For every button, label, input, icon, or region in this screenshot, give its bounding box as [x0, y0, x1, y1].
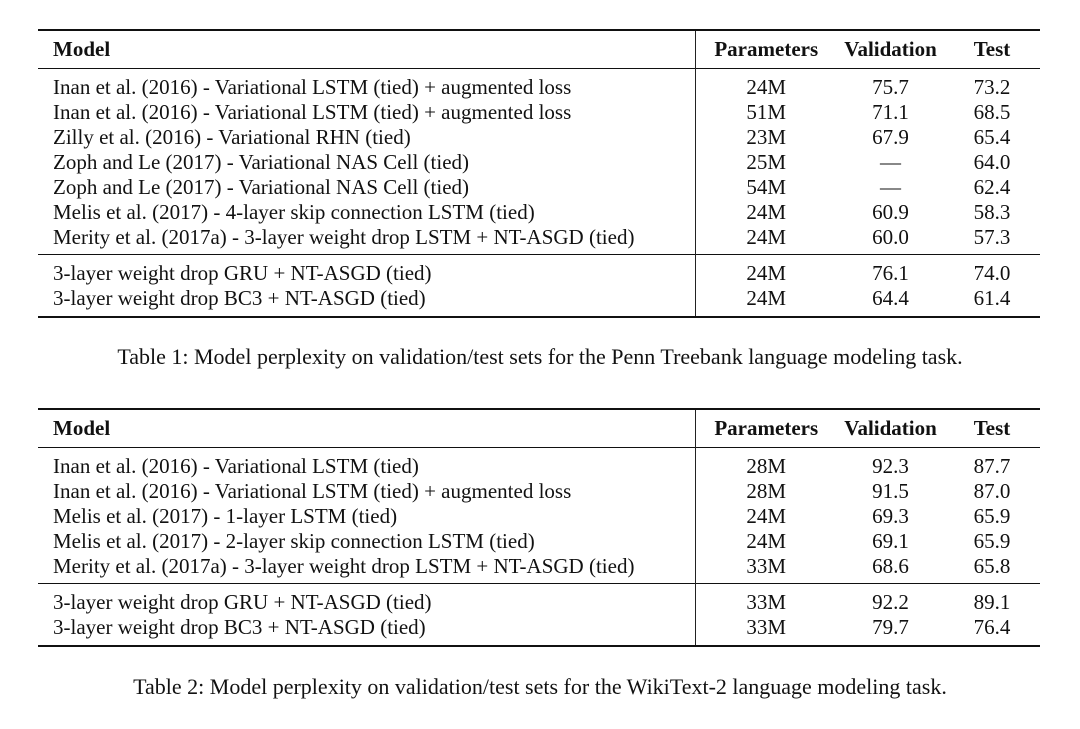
table-row: [38, 584, 1040, 616]
cell-test: 57.3: [973, 225, 1011, 249]
cell-parameters: 54M: [746, 175, 787, 199]
cell-validation: 68.6: [872, 554, 909, 578]
cell-test: 87.0: [973, 479, 1011, 503]
cell-model: 3-layer weight drop GRU + NT-ASGD (tied): [38, 584, 695, 616]
cell-test: 65.4: [973, 125, 1011, 149]
cell-model: Melis et al. (2017) - 4-layer skip connection LSTM (tied): [38, 200, 695, 225]
proposed-rows: [38, 584, 1040, 647]
cell-parameters: 23M: [746, 125, 787, 149]
cell-parameters: 24M: [746, 225, 787, 249]
cell-test: 62.4: [973, 175, 1011, 199]
cell-validation: 79.7: [872, 615, 909, 639]
cell-test: 58.3: [973, 200, 1011, 224]
header-validation: Validation: [844, 416, 937, 440]
cell-validation: 92.2: [872, 590, 909, 614]
cell-parameters: 33M: [746, 615, 787, 639]
cell-parameters: 28M: [746, 479, 787, 503]
cell-validation: 92.3: [872, 454, 909, 478]
table-row: [38, 504, 1040, 529]
cell-parameters: 24M: [746, 504, 787, 528]
cell-model: Merity et al. (2017a) - 3-layer weight drop LSTM + NT-ASGD (tied): [38, 554, 695, 584]
header-parameters: Parameters: [714, 37, 819, 61]
cell-test: 64.0: [973, 150, 1011, 174]
cell-validation: 60.9: [872, 200, 909, 224]
table-row: [38, 225, 1040, 255]
header-test: Test: [973, 37, 1011, 61]
table-row: [38, 175, 1040, 200]
cell-model: Inan et al. (2016) - Variational LSTM (tied) + augmented loss: [38, 479, 695, 504]
cell-validation: —: [880, 175, 901, 199]
cell-parameters: 24M: [746, 75, 787, 99]
cell-test: 89.1: [973, 590, 1011, 614]
header-test: Test: [973, 416, 1011, 440]
cell-test: 74.0: [973, 261, 1011, 285]
cell-test: 73.2: [973, 75, 1011, 99]
cell-validation: 91.5: [872, 479, 909, 503]
cell-validation: 75.7: [872, 75, 909, 99]
table-row: [38, 554, 1040, 584]
cell-validation: —: [880, 150, 901, 174]
cell-test: 65.9: [973, 529, 1011, 553]
cell-test: 65.9: [973, 504, 1011, 528]
cell-model: Inan et al. (2016) - Variational LSTM (tied) + augmented loss: [38, 69, 695, 101]
cell-validation: 69.1: [872, 529, 909, 553]
table-row: [38, 150, 1040, 175]
cell-model: 3-layer weight drop BC3 + NT-ASGD (tied): [38, 286, 695, 317]
cell-parameters: 51M: [746, 100, 787, 124]
cell-parameters: 28M: [746, 454, 787, 478]
table-row: [38, 200, 1040, 225]
proposed-rows: [38, 255, 1040, 318]
cell-parameters: 25M: [746, 150, 787, 174]
header-parameters: Parameters: [714, 416, 819, 440]
cell-parameters: 24M: [746, 529, 787, 553]
cell-test: 87.7: [973, 454, 1011, 478]
ptb-perplexity-table: [38, 29, 1040, 318]
cell-model: Melis et al. (2017) - 1-layer LSTM (tied): [38, 504, 695, 529]
table-2-caption: Table 2: Model perplexity on validation/test sets for the WikiText-2 language modeling task.: [133, 674, 947, 699]
cell-parameters: 24M: [746, 286, 787, 310]
cell-model: Zoph and Le (2017) - Variational NAS Cell (tied): [38, 175, 695, 200]
cell-parameters: 33M: [746, 554, 787, 578]
cell-test: 68.5: [973, 100, 1011, 124]
cell-model: Inan et al. (2016) - Variational LSTM (tied) + augmented loss: [38, 100, 695, 125]
baseline-rows: [38, 448, 1040, 584]
cell-test: 61.4: [973, 286, 1011, 310]
cell-model: Merity et al. (2017a) - 3-layer weight drop LSTM + NT-ASGD (tied): [38, 225, 695, 255]
header-model: Model: [38, 30, 695, 69]
table-row: [38, 615, 1040, 646]
table-row: [38, 479, 1040, 504]
cell-model: Melis et al. (2017) - 2-layer skip connection LSTM (tied): [38, 529, 695, 554]
table-1-caption: Table 1: Model perplexity on validation/test sets for the Penn Treebank language modeling task.: [117, 344, 963, 369]
cell-validation: 69.3: [872, 504, 909, 528]
cell-model: 3-layer weight drop BC3 + NT-ASGD (tied): [38, 615, 695, 646]
table-row: [38, 255, 1040, 287]
table-row: [38, 125, 1040, 150]
cell-model: 3-layer weight drop GRU + NT-ASGD (tied): [38, 255, 695, 287]
cell-validation: 60.0: [872, 225, 909, 249]
table-row: [38, 100, 1040, 125]
cell-parameters: 33M: [746, 590, 787, 614]
cell-parameters: 24M: [746, 261, 787, 285]
header-validation: Validation: [844, 37, 937, 61]
cell-model: Zilly et al. (2016) - Variational RHN (tied): [38, 125, 695, 150]
cell-model: Zoph and Le (2017) - Variational NAS Cell (tied): [38, 150, 695, 175]
cell-parameters: 24M: [746, 200, 787, 224]
table-header-row: [38, 409, 1040, 448]
table-row: [38, 448, 1040, 480]
table-row: [38, 286, 1040, 317]
wikitext2-perplexity-table: [38, 408, 1040, 647]
cell-validation: 76.1: [872, 261, 909, 285]
cell-validation: 64.4: [872, 286, 909, 310]
table-row: [38, 529, 1040, 554]
cell-validation: 67.9: [872, 125, 909, 149]
cell-test: 65.8: [973, 554, 1011, 578]
cell-model: Inan et al. (2016) - Variational LSTM (tied): [38, 448, 695, 480]
table-header-row: [38, 30, 1040, 69]
table-row: [38, 69, 1040, 101]
cell-test: 76.4: [973, 615, 1011, 639]
baseline-rows: [38, 69, 1040, 255]
header-model: Model: [38, 409, 695, 448]
cell-validation: 71.1: [872, 100, 909, 124]
